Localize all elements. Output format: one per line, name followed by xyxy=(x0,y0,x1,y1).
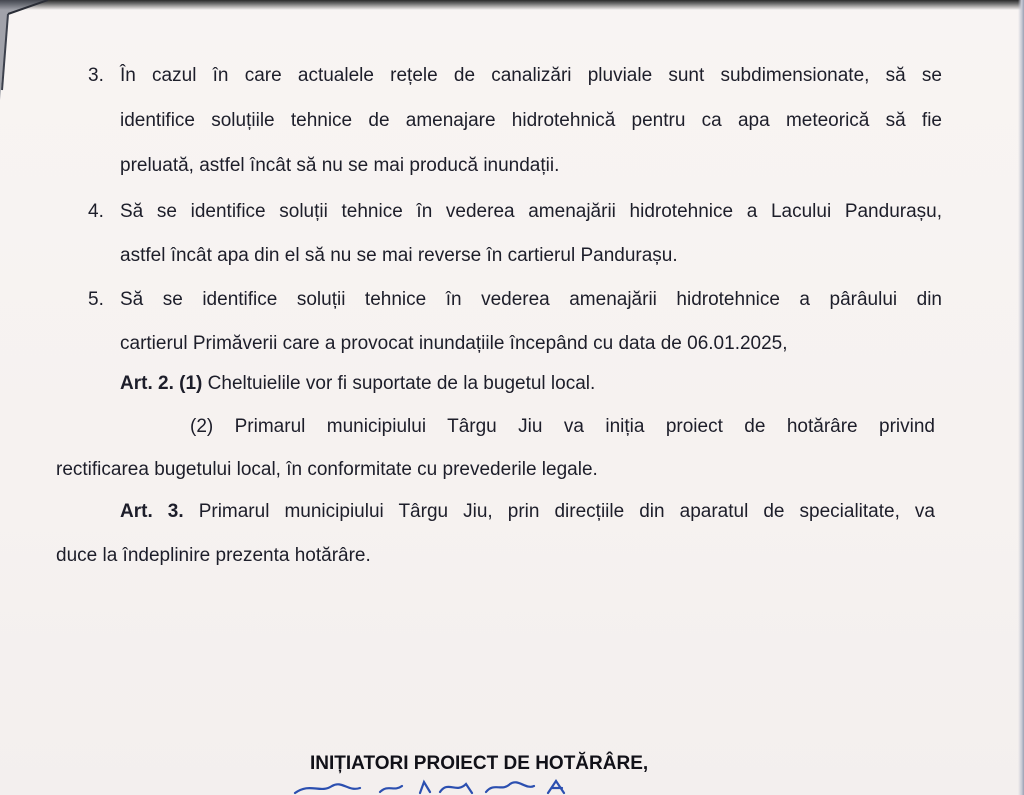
list-number-5: 5. xyxy=(88,289,104,310)
page-right-edge xyxy=(1018,0,1024,795)
scan-top-shadow xyxy=(0,0,1024,10)
art3-line1-text: Primarul municipiului Târgu Jiu, prin direcțiile din aparatul de specialitate, va xyxy=(198,501,935,522)
art3-line2: duce la îndeplinire prezenta hotărâre. xyxy=(56,545,371,566)
art3-line1 xyxy=(120,500,935,524)
item3-line1: În cazul în care actualele rețele de canalizări pluviale sunt subdimensionate, să se xyxy=(120,65,942,86)
page-corner-fold xyxy=(0,0,48,100)
art2-para2-line1: (2) Primarul municipiului Târgu Jiu va iniția proiect de hotărâre privind xyxy=(190,416,935,437)
list-number-3: 3. xyxy=(88,65,104,86)
item5-line2: cartierul Primăverii care a provocat inundațiile începând cu data de 06.01.2025, xyxy=(120,333,788,354)
item3-line3: preluată, astfel încât să nu se mai producă inundații. xyxy=(120,155,560,176)
art2-para2-line2: rectificarea bugetului local, în conformitate cu prevederile legale. xyxy=(56,459,598,480)
list-number-4: 4. xyxy=(88,201,104,222)
item5-line1: Să se identifice soluții tehnice în vederea amenajării hidrotehnice a pârâului din xyxy=(120,289,942,310)
initiators-title: INIȚIATORI PROIECT DE HOTĂRÂRE, xyxy=(310,753,649,774)
art2-para1-text: Cheltuielile vor fi suportate de la bugetul local. xyxy=(207,373,596,394)
art2-para1-marker: (1) xyxy=(179,373,203,394)
item4-line2: astfel încât apa din el să nu se mai reverse în cartierul Pandurașu. xyxy=(120,245,678,266)
item4-line1: Să se identifice soluții tehnice în vederea amenajării hidrotehnice a Lacului Pandurașu, xyxy=(120,201,942,222)
art2-label: Art. 2. xyxy=(120,373,174,394)
art3-label: Art. 3. xyxy=(120,501,184,522)
item3-line2: identifice soluțiile tehnice de amenajare hidrotehnică pentru ca apa meteorică să fie xyxy=(120,110,942,131)
handwritten-signature xyxy=(290,778,610,795)
art2-paragraph-1 xyxy=(120,372,595,396)
